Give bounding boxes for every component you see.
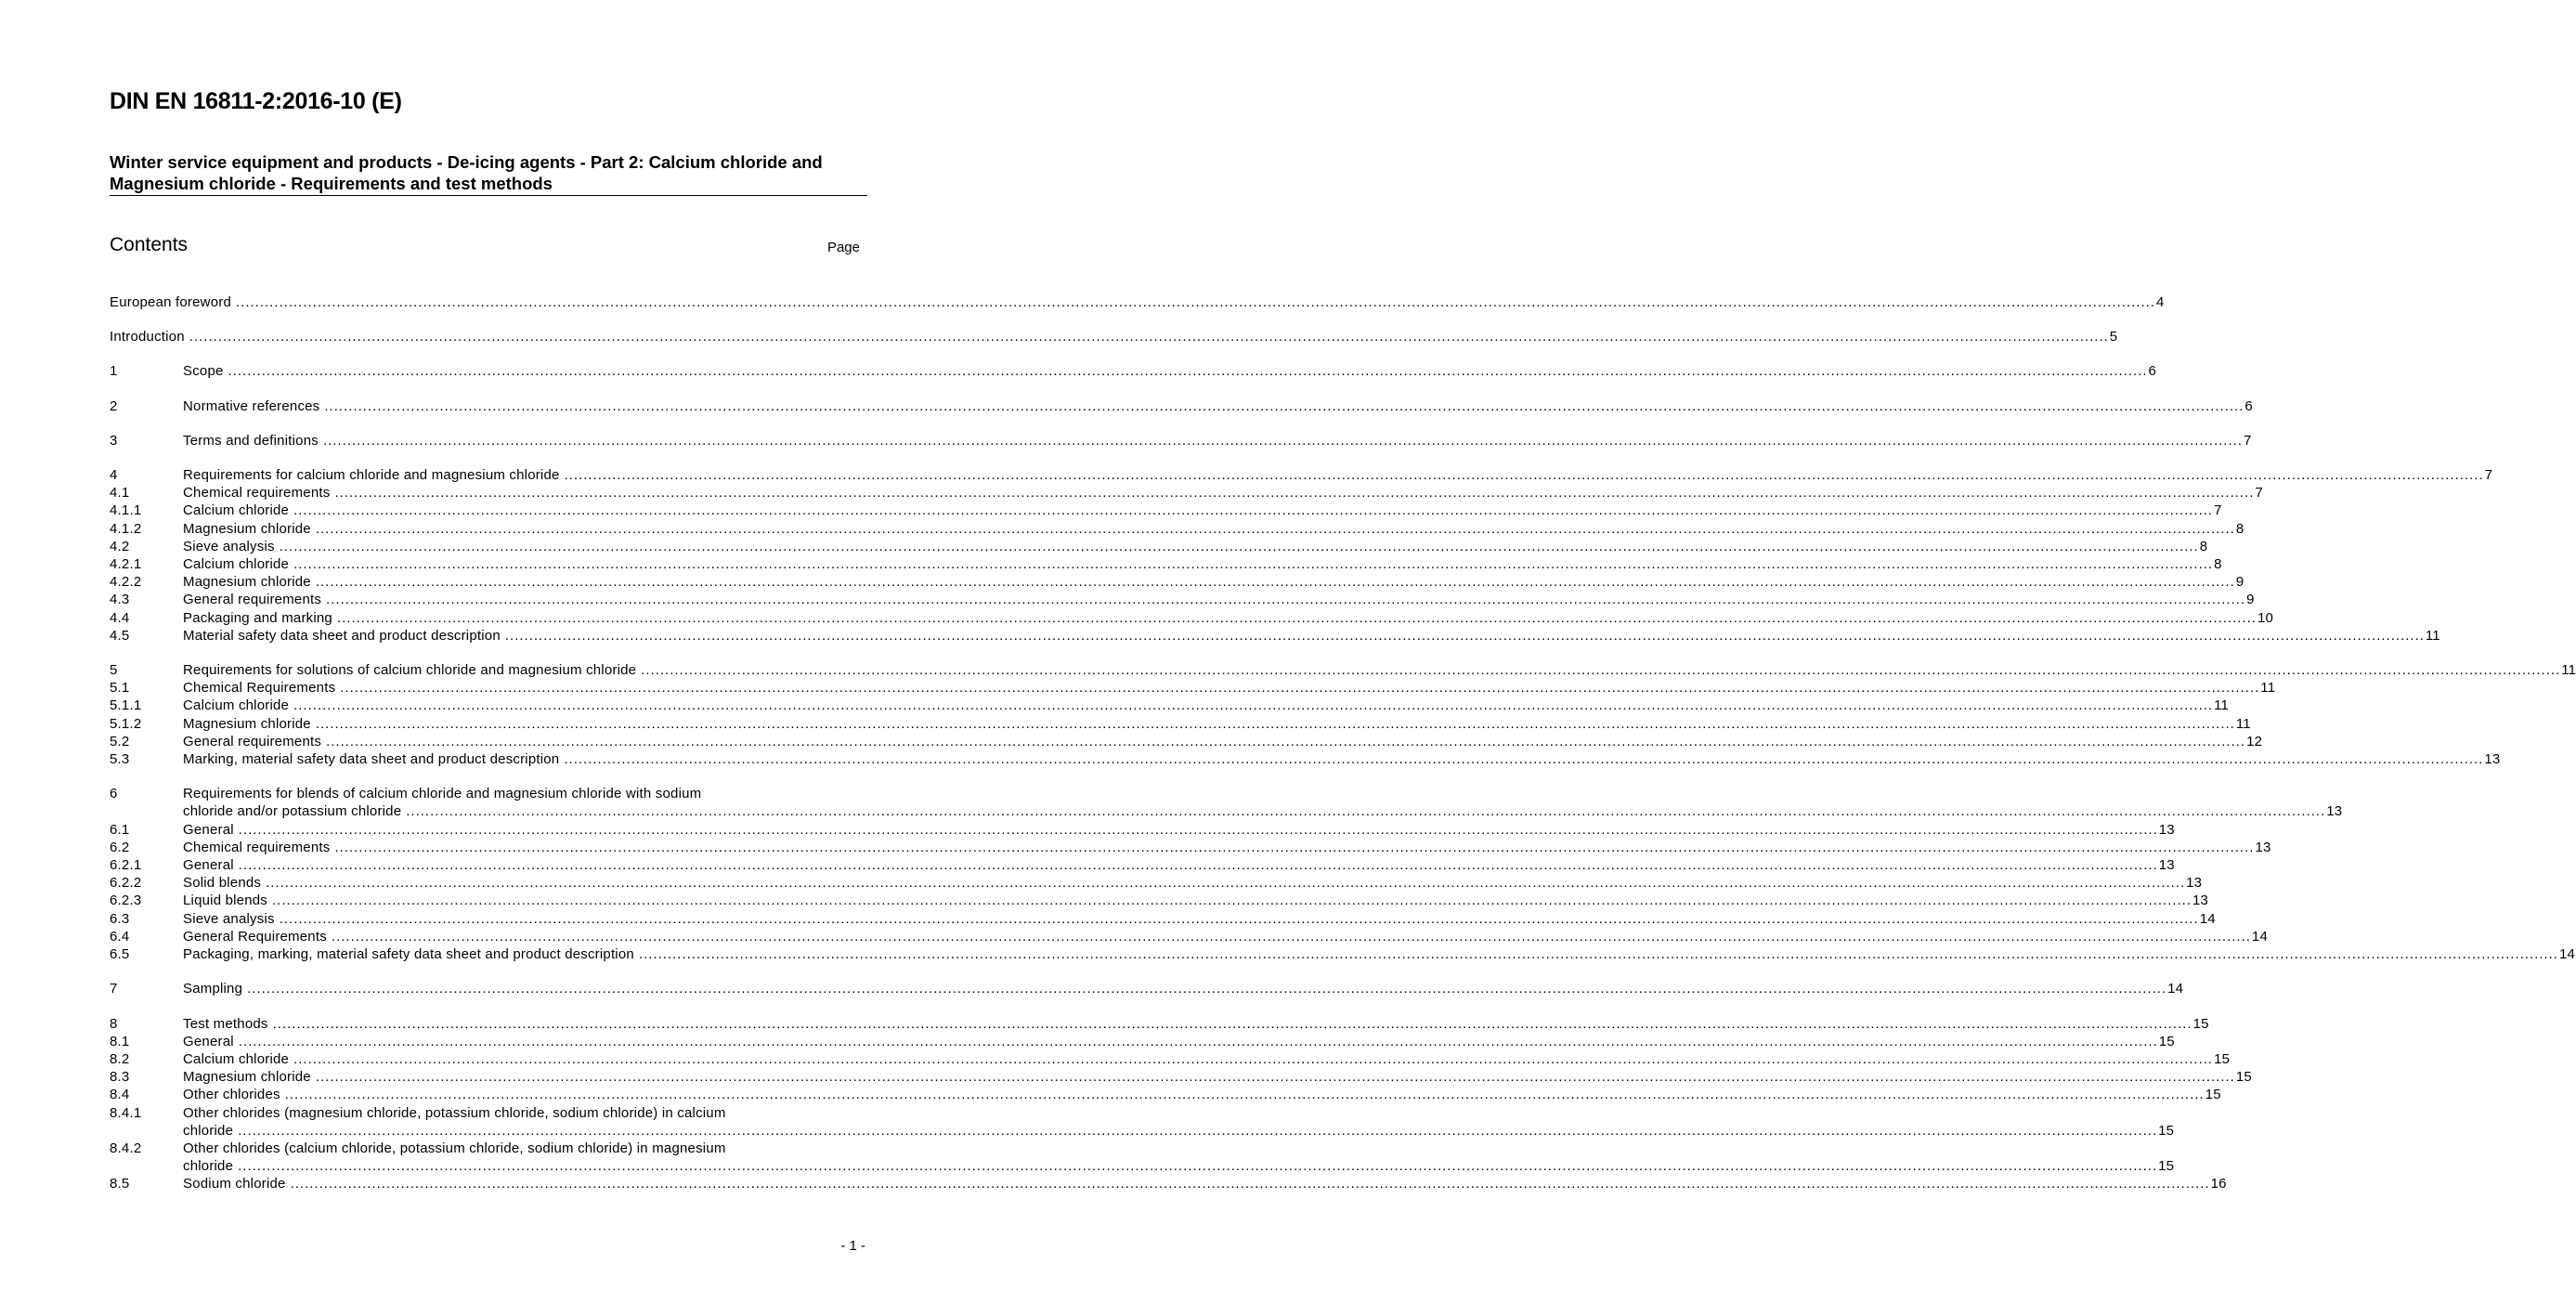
toc-entry-page: 6 xyxy=(2244,397,2253,414)
table-of-contents xyxy=(110,293,2576,1210)
toc-entry[interactable] xyxy=(110,484,2263,502)
toc-entry-page: 11 xyxy=(2561,662,2576,679)
toc-entry-page: 15 xyxy=(2158,1122,2175,1139)
dot-leader: ................................................................................................................................................................................................................................................................................................................................................................................................................ xyxy=(238,821,2158,838)
document-title: Winter service equipment and products - De-icing agents - Part 2: Calcium chloride and Magnesium chloride - Requirements and test methods xyxy=(110,152,823,193)
toc-entry-number: 6.2 xyxy=(110,839,130,855)
toc-entry-number: 2 xyxy=(110,397,118,414)
dot-leader: ................................................................................................................................................................................................................................................................................................................................................................................................................ xyxy=(228,363,2148,380)
toc-entry[interactable] xyxy=(110,980,2184,997)
toc-entry[interactable] xyxy=(110,1033,2175,1050)
toc-entry-page: 4 xyxy=(2155,294,2165,310)
dot-leader: ................................................................................................................................................................................................................................................................................................................................................................................................................ xyxy=(406,803,2326,820)
toc-entry-number: 6.1 xyxy=(110,821,130,838)
toc-entry-number: 8.4.1 xyxy=(110,1104,142,1121)
toc-entry[interactable] xyxy=(110,1050,2231,1068)
toc-group xyxy=(110,785,2576,963)
toc-entry-title: Test methods xyxy=(183,1015,268,1032)
toc-entry-number: 8.3 xyxy=(110,1069,130,1086)
dot-leader: ................................................................................................................................................................................................................................................................................................................................................................................................................ xyxy=(293,502,2214,519)
toc-entry-page: 13 xyxy=(2484,751,2501,768)
toc-entry-title: Magnesium chloride xyxy=(183,715,311,732)
toc-entry-title: Magnesium chloride xyxy=(183,520,311,537)
document-id: DIN EN 16811-2:2016-10 (E) xyxy=(110,88,402,114)
toc-group xyxy=(110,466,2493,645)
toc-entry-title: Magnesium chloride xyxy=(183,574,311,591)
dot-leader: ................................................................................................................................................................................................................................................................................................................................................................................................................ xyxy=(284,1087,2205,1103)
toc-entry[interactable] xyxy=(110,697,2230,714)
toc-entry[interactable] xyxy=(110,520,2244,538)
toc-entry-title: chloride xyxy=(183,1158,234,1175)
toc-entry-title: Terms and definitions xyxy=(183,432,319,449)
toc-entry-page: 12 xyxy=(2246,733,2263,749)
toc-entry-number: 4.1.2 xyxy=(110,520,142,537)
toc-entry[interactable] xyxy=(110,328,2118,345)
toc-entry-title: chloride xyxy=(183,1122,234,1139)
toc-entry-number: 5.3 xyxy=(110,751,130,768)
toc-entry-number: 4.2.2 xyxy=(110,574,142,591)
page-number: - 1 - xyxy=(840,1238,865,1254)
toc-entry[interactable] xyxy=(110,293,2165,311)
dot-leader: ................................................................................................................................................................................................................................................................................................................................................................................................................ xyxy=(238,1122,2158,1139)
toc-entry[interactable] xyxy=(110,750,2501,768)
toc-entry-title: Chemical requirements xyxy=(183,485,331,502)
dot-leader: ................................................................................................................................................................................................................................................................................................................................................................................................................ xyxy=(315,520,2235,537)
toc-entry-page: 9 xyxy=(2246,592,2255,608)
toc-entry-number: 4.5 xyxy=(110,627,130,644)
dot-leader: ................................................................................................................................................................................................................................................................................................................................................................................................................ xyxy=(504,627,2425,644)
toc-entry-number: 8 xyxy=(110,1015,118,1032)
toc-entry-title: Marking, material safety data sheet and product description xyxy=(183,751,560,768)
toc-entry-page: 14 xyxy=(2199,910,2216,927)
toc-entry-number: 5.1.1 xyxy=(110,697,142,714)
toc-entry[interactable] xyxy=(110,502,2222,519)
toc-entry-number: 6.2.2 xyxy=(110,875,142,892)
toc-entry[interactable] xyxy=(110,679,2276,697)
dot-leader: ................................................................................................................................................................................................................................................................................................................................................................................................................ xyxy=(322,432,2243,449)
toc-group xyxy=(110,293,2165,311)
toc-entry-page: 10 xyxy=(2257,609,2274,626)
toc-entry[interactable] xyxy=(110,785,2343,820)
dot-leader: ................................................................................................................................................................................................................................................................................................................................................................................................................ xyxy=(189,329,2109,345)
toc-entry[interactable] xyxy=(110,839,2271,856)
toc-entry-title: General xyxy=(183,857,234,874)
toc-entry-title: Sodium chloride xyxy=(183,1176,286,1192)
toc-entry[interactable] xyxy=(110,910,2216,928)
toc-entry-title: Sieve analysis xyxy=(183,538,275,554)
dot-leader: ................................................................................................................................................................................................................................................................................................................................................................................................................ xyxy=(334,485,2255,502)
toc-group xyxy=(110,1015,2252,1193)
toc-entry[interactable] xyxy=(110,733,2263,750)
toc-entry-title: Liquid blends xyxy=(183,893,268,909)
dot-leader: ................................................................................................................................................................................................................................................................................................................................................................................................................ xyxy=(238,1033,2158,1049)
toc-entry[interactable] xyxy=(110,538,2208,555)
toc-entry-title: Packaging and marking xyxy=(183,609,332,626)
toc-entry-page: 8 xyxy=(2235,520,2244,537)
toc-entry[interactable] xyxy=(110,892,2209,909)
toc-entry-title: Material safety data sheet and product description xyxy=(183,627,501,644)
toc-entry-page: 7 xyxy=(2243,432,2252,449)
toc-group xyxy=(110,328,2118,345)
dot-leader: ................................................................................................................................................................................................................................................................................................................................................................................................................ xyxy=(641,662,2561,679)
dot-leader: ................................................................................................................................................................................................................................................................................................................................................................................................................ xyxy=(290,1176,2210,1192)
toc-entry-number: 3 xyxy=(110,432,118,449)
toc-entry[interactable] xyxy=(110,627,2440,645)
toc-entry-page: 14 xyxy=(2167,981,2184,997)
toc-entry-number: 4.3 xyxy=(110,592,130,608)
toc-entry-title: Calcium chloride xyxy=(183,1050,290,1067)
toc-entry[interactable] xyxy=(110,821,2175,839)
toc-entry-number: 4.4 xyxy=(110,609,130,626)
dot-leader: ................................................................................................................................................................................................................................................................................................................................................................................................................ xyxy=(564,751,2484,768)
toc-entry-page: 11 xyxy=(2235,715,2251,732)
toc-entry-page: 13 xyxy=(2186,875,2203,892)
toc-entry[interactable] xyxy=(110,362,2157,380)
toc-entry-page: 15 xyxy=(2158,1158,2175,1175)
toc-entry-title: General Requirements xyxy=(183,928,327,945)
toc-entry-page: 15 xyxy=(2205,1087,2221,1103)
toc-entry-title: Magnesium chloride xyxy=(183,1069,311,1086)
toc-entry-page: 5 xyxy=(2109,329,2118,345)
dot-leader: ................................................................................................................................................................................................................................................................................................................................................................................................................ xyxy=(272,893,2192,909)
toc-entry-page: 14 xyxy=(2558,946,2576,963)
toc-entry-number: 4.2 xyxy=(110,538,130,554)
toc-entry[interactable] xyxy=(110,1175,2227,1192)
toc-entry-title: Chemical Requirements xyxy=(183,680,336,697)
toc-entry-title: Scope xyxy=(183,363,224,380)
toc-entry-number: 6 xyxy=(110,786,118,802)
toc-entry-page: 15 xyxy=(2214,1050,2231,1067)
toc-entry-title: General xyxy=(183,1033,234,1049)
toc-entry[interactable] xyxy=(110,661,2576,679)
toc-entry-page: 13 xyxy=(2192,893,2209,909)
toc-entry-title: European foreword xyxy=(110,294,231,310)
toc-entry-number: 4.1.1 xyxy=(110,502,142,519)
dot-leader: ................................................................................................................................................................................................................................................................................................................................................................................................................ xyxy=(238,857,2158,874)
dot-leader: ................................................................................................................................................................................................................................................................................................................................................................................................................ xyxy=(315,574,2235,591)
dot-leader: ................................................................................................................................................................................................................................................................................................................................................................................................................ xyxy=(334,839,2255,855)
toc-entry[interactable] xyxy=(110,1068,2252,1086)
dot-leader: ................................................................................................................................................................................................................................................................................................................................................................................................................ xyxy=(326,733,2246,749)
dot-leader: ................................................................................................................................................................................................................................................................................................................................................................................................................ xyxy=(326,592,2246,608)
toc-entry[interactable] xyxy=(110,555,2222,573)
title-rule xyxy=(110,195,867,196)
toc-entry-title: Packaging, marking, material safety data sheet and product description xyxy=(183,946,634,963)
toc-entry-number: 6.5 xyxy=(110,946,130,963)
toc-group xyxy=(110,432,2252,450)
toc-entry-title: Chemical requirements xyxy=(183,839,331,855)
toc-entry-title: Requirements for blends of calcium chloride and magnesium chloride with sodium xyxy=(183,786,702,802)
contents-heading: Contents xyxy=(110,234,189,255)
dot-leader: ................................................................................................................................................................................................................................................................................................................................................................................................................ xyxy=(293,556,2214,573)
toc-entry-title: Sieve analysis xyxy=(183,910,275,927)
dot-leader: ................................................................................................................................................................................................................................................................................................................................................................................................................ xyxy=(279,538,2199,554)
toc-entry-title: chloride and/or potassium chloride xyxy=(183,803,402,820)
toc-entry[interactable] xyxy=(110,609,2274,627)
toc-entry[interactable] xyxy=(110,432,2252,450)
toc-entry-page: 6 xyxy=(2148,363,2157,380)
toc-entry-title: Calcium chloride xyxy=(183,556,290,573)
dot-leader: ................................................................................................................................................................................................................................................................................................................................................................................................................ xyxy=(564,467,2484,484)
dot-leader: ................................................................................................................................................................................................................................................................................................................................................................................................................ xyxy=(235,294,2155,310)
dot-leader: ................................................................................................................................................................................................................................................................................................................................................................................................................ xyxy=(279,910,2199,927)
toc-entry-title: Normative references xyxy=(183,397,320,414)
dot-leader: ................................................................................................................................................................................................................................................................................................................................................................................................................ xyxy=(293,697,2214,714)
toc-entry[interactable] xyxy=(110,856,2175,874)
toc-entry-page: 14 xyxy=(2251,928,2269,945)
toc-group xyxy=(110,362,2157,380)
dot-leader: ................................................................................................................................................................................................................................................................................................................................................................................................................ xyxy=(247,981,2167,997)
toc-entry-title: Introduction xyxy=(110,329,185,345)
toc-entry-title: Other chlorides (calcium chloride, potassium chloride, sodium chloride) in magnesium xyxy=(183,1140,726,1156)
toc-entry-page: 13 xyxy=(2158,821,2175,838)
toc-entry-page: 16 xyxy=(2210,1176,2227,1192)
toc-entry-number: 6.4 xyxy=(110,928,130,945)
dot-leader: ................................................................................................................................................................................................................................................................................................................................................................................................................ xyxy=(266,875,2186,892)
toc-entry[interactable] xyxy=(110,1140,2175,1175)
toc-entry-title: Solid blends xyxy=(183,875,262,892)
toc-entry-page: 11 xyxy=(2425,627,2440,644)
toc-entry-number: 6.2.1 xyxy=(110,857,142,874)
toc-entry-number: 4 xyxy=(110,467,118,484)
toc-entry[interactable] xyxy=(110,1015,2209,1033)
toc-entry-title: General requirements xyxy=(183,592,322,608)
toc-entry-title: Calcium chloride xyxy=(183,697,290,714)
toc-entry-number: 5.1 xyxy=(110,680,130,697)
toc-group xyxy=(110,980,2184,997)
toc-entry-number: 4.1 xyxy=(110,485,130,502)
page-column-heading: Page xyxy=(826,240,860,255)
toc-entry[interactable] xyxy=(110,715,2251,733)
dot-leader: ................................................................................................................................................................................................................................................................................................................................................................................................................ xyxy=(638,946,2558,963)
toc-entry-number: 8.5 xyxy=(110,1176,130,1192)
toc-entry-number: 8.4.2 xyxy=(110,1140,142,1156)
toc-entry-page: 7 xyxy=(2484,467,2493,484)
toc-entry-page: 7 xyxy=(2255,485,2263,502)
toc-entry-title: Requirements for calcium chloride and magnesium chloride xyxy=(183,467,560,484)
toc-entry[interactable] xyxy=(110,928,2269,945)
toc-entry[interactable] xyxy=(110,591,2255,608)
dot-leader: ................................................................................................................................................................................................................................................................................................................................................................................................................ xyxy=(324,397,2244,414)
toc-entry-page: 9 xyxy=(2235,574,2244,591)
toc-entry-page: 13 xyxy=(2326,803,2343,820)
toc-entry-page: 13 xyxy=(2158,857,2175,874)
dot-leader: ................................................................................................................................................................................................................................................................................................................................................................................................................ xyxy=(293,1050,2214,1067)
toc-entry-title: Calcium chloride xyxy=(183,502,290,519)
toc-entry-number: 8.2 xyxy=(110,1050,130,1067)
dot-leader: ................................................................................................................................................................................................................................................................................................................................................................................................................ xyxy=(340,680,2260,697)
dot-leader: ................................................................................................................................................................................................................................................................................................................................................................................................................ xyxy=(238,1158,2158,1175)
dot-leader: ................................................................................................................................................................................................................................................................................................................................................................................................................ xyxy=(272,1015,2192,1032)
toc-entry-page: 15 xyxy=(2158,1033,2175,1049)
toc-entry-page: 13 xyxy=(2255,839,2271,855)
dot-leader: ................................................................................................................................................................................................................................................................................................................................................................................................................ xyxy=(315,1069,2235,1086)
toc-entry-number: 4.2.1 xyxy=(110,556,142,573)
toc-entry-number: 5 xyxy=(110,662,118,679)
toc-entry-number: 6.3 xyxy=(110,910,130,927)
toc-entry-page: 11 xyxy=(2260,680,2276,697)
toc-entry[interactable] xyxy=(110,874,2203,892)
toc-entry-title: Other chlorides (magnesium chloride, potassium chloride, sodium chloride) in calcium xyxy=(183,1104,726,1121)
toc-entry-number: 6.2.3 xyxy=(110,893,142,909)
dot-leader: ................................................................................................................................................................................................................................................................................................................................................................................................................ xyxy=(315,715,2235,732)
toc-entry-title: General requirements xyxy=(183,733,322,749)
toc-entry-title: General xyxy=(183,821,234,838)
toc-entry-number: 8.1 xyxy=(110,1033,130,1049)
toc-entry-page: 8 xyxy=(2214,556,2222,573)
toc-entry-title: Other chlorides xyxy=(183,1087,280,1103)
toc-entry-number: 1 xyxy=(110,363,118,380)
toc-entry-title: Sampling xyxy=(183,981,243,997)
toc-entry-page: 15 xyxy=(2192,1015,2209,1032)
toc-entry[interactable] xyxy=(110,573,2244,591)
toc-entry[interactable] xyxy=(110,945,2576,963)
toc-entry[interactable] xyxy=(110,397,2253,415)
toc-group xyxy=(110,397,2253,415)
toc-entry-number: 5.2 xyxy=(110,733,130,749)
dot-leader: ................................................................................................................................................................................................................................................................................................................................................................................................................ xyxy=(331,928,2251,945)
toc-entry-page: 11 xyxy=(2214,697,2230,714)
toc-entry-page: 7 xyxy=(2214,502,2222,519)
toc-entry[interactable] xyxy=(110,1086,2221,1103)
toc-entry[interactable] xyxy=(110,1104,2175,1140)
toc-entry-page: 15 xyxy=(2235,1069,2252,1086)
toc-entry[interactable] xyxy=(110,466,2493,484)
toc-entry-number: 5.1.2 xyxy=(110,715,142,732)
toc-entry-title: Requirements for solutions of calcium chloride and magnesium chloride xyxy=(183,662,637,679)
toc-group xyxy=(110,661,2576,768)
toc-entry-page: 8 xyxy=(2199,538,2208,554)
dot-leader: ................................................................................................................................................................................................................................................................................................................................................................................................................ xyxy=(336,609,2257,626)
toc-entry-number: 7 xyxy=(110,981,118,997)
toc-entry-number: 8.4 xyxy=(110,1087,130,1103)
